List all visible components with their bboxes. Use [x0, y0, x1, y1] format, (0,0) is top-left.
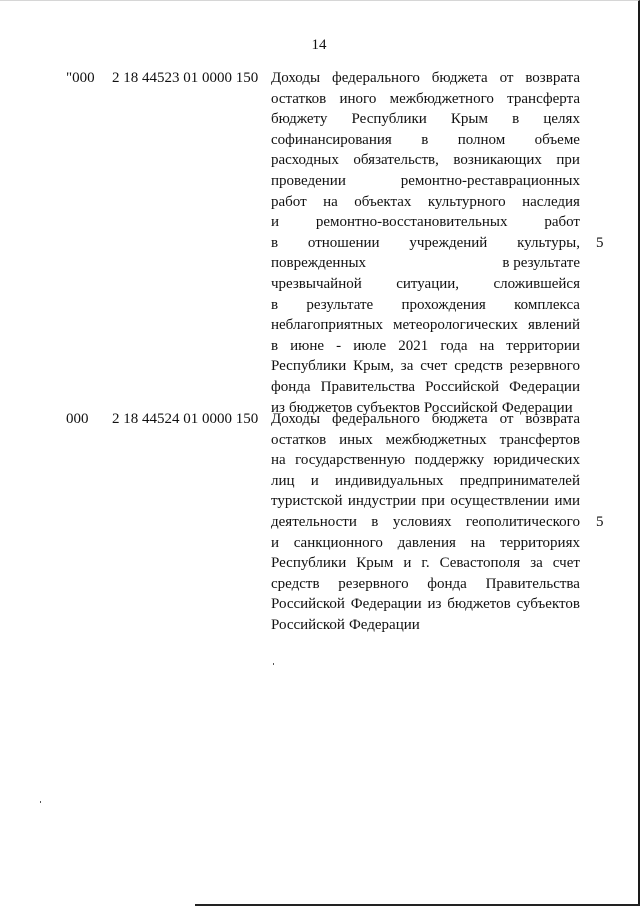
page-number: 14: [311, 37, 327, 53]
description-word: Российской: [271, 616, 345, 633]
description-word: в: [271, 337, 279, 354]
description-word: на: [479, 337, 495, 354]
description-word: результате: [306, 296, 374, 313]
description-word: сложившейся: [493, 275, 580, 292]
description-word: Республики: [271, 555, 347, 572]
budget-classification-code: 2 18 44524 01 0000 150: [112, 411, 259, 427]
description-line: [271, 171, 580, 192]
description-line: [271, 336, 580, 357]
description-word: федерального: [331, 70, 420, 86]
description-word: иного: [339, 90, 377, 107]
description-word: Федерации: [348, 616, 420, 633]
description-line: [271, 553, 580, 574]
admin-code: 000: [66, 411, 89, 427]
description-line: [271, 212, 580, 233]
description-line: [271, 594, 580, 615]
description-word: бюджетов: [447, 596, 511, 613]
description-word: фонда: [271, 378, 311, 395]
description-line: [271, 109, 580, 130]
description-word: индустрии: [347, 493, 417, 510]
description-word: резервного: [338, 575, 409, 592]
description-word: возврата: [525, 70, 580, 86]
description-word: 2021: [398, 337, 429, 354]
description-word: при: [556, 152, 580, 169]
description-line: [271, 377, 580, 398]
description-word: объектах: [354, 193, 412, 210]
distribution-norm-percent: 5: [596, 234, 604, 251]
description-word: Крым,: [353, 358, 394, 375]
description-word: в: [421, 131, 429, 148]
description-word: субъектов: [516, 596, 580, 613]
description-word: культуры,: [517, 234, 580, 251]
description-word: в: [512, 111, 520, 128]
description-word: прохождения: [401, 296, 486, 313]
description-line: [271, 274, 580, 295]
description-word: Севастополя: [439, 555, 521, 572]
description-word: лиц: [271, 472, 295, 489]
description-word: года: [440, 337, 468, 354]
description-word: работ: [544, 214, 580, 231]
description-word: фонда: [427, 575, 467, 592]
description-word: софинансирования: [271, 131, 392, 148]
description-line: [271, 150, 580, 171]
description-word: деятельности: [271, 513, 357, 530]
description-word: Федерации: [501, 399, 573, 416]
description-word: объеме: [534, 131, 580, 148]
description-word: на: [323, 193, 338, 210]
description-word: резервного: [509, 358, 580, 375]
description-line: [271, 409, 580, 430]
description-word: за: [530, 555, 543, 572]
description-word: давления: [397, 534, 456, 551]
description-line: [271, 89, 580, 110]
description-word: в: [371, 513, 379, 530]
description-word: на: [271, 452, 286, 469]
description-word: неблагоприятных: [271, 317, 383, 334]
description-word: возникающих: [453, 152, 542, 169]
description-line: [271, 615, 580, 636]
description-line: [271, 450, 580, 471]
description-word: г.: [421, 555, 430, 572]
description-line: [271, 574, 580, 595]
description-word: бюджета: [431, 70, 488, 86]
description-word: -: [336, 337, 342, 354]
description-word: условиях: [392, 513, 452, 530]
description-line: [271, 533, 580, 554]
description-line: [271, 295, 580, 316]
description-word: федерального: [331, 411, 420, 427]
description-word: полном: [457, 131, 506, 148]
description-word: метеорологических: [393, 317, 518, 334]
scan-speck: [40, 801, 41, 803]
description-word: комплекса: [514, 296, 580, 313]
description-word: территориях: [499, 534, 580, 551]
description-word: бюджета: [431, 411, 488, 427]
description-word: явлений: [527, 317, 580, 334]
description-word: Доходы: [271, 411, 321, 427]
description-word: предпринимателей: [459, 472, 580, 489]
description-word: июле: [353, 337, 387, 354]
income-description: [271, 409, 580, 636]
description-word: Российской: [425, 378, 500, 395]
description-line: [271, 512, 580, 533]
description-word: в: [271, 234, 279, 251]
description-line: [271, 233, 580, 254]
description-word: Федерации: [350, 596, 422, 613]
description-word: ситуации,: [396, 275, 460, 292]
description-word: расходных: [271, 152, 339, 169]
description-word: Республики: [351, 111, 427, 128]
description-word: и: [271, 534, 280, 551]
description-word: трансфертов: [499, 431, 580, 448]
description-word: и: [271, 214, 280, 231]
description-word: геополитического: [465, 513, 580, 530]
description-word: поврежденных: [271, 255, 367, 272]
description-word: межбюджетных: [385, 431, 487, 448]
description-word: бюджету: [271, 111, 328, 128]
description-word: Российской: [423, 399, 498, 416]
description-word: Федерации: [509, 378, 580, 395]
description-word: территории: [506, 337, 580, 354]
budget-classification-code: 2 18 44523 01 0000 150: [112, 70, 259, 86]
description-word: туристской: [271, 493, 343, 510]
description-word: государственную: [295, 452, 406, 469]
description-word: Крым: [356, 555, 394, 572]
description-word: санкционного: [293, 534, 383, 551]
description-word: трансферта: [507, 90, 580, 107]
description-line: [271, 192, 580, 213]
description-word: юридических: [493, 452, 580, 469]
description-line: [271, 471, 580, 492]
description-word: индивидуальных: [335, 472, 444, 489]
description-word: от: [499, 70, 514, 86]
description-word: и: [403, 555, 412, 572]
description-word: в результате: [502, 255, 580, 272]
description-word: за: [400, 358, 414, 375]
description-word: ими: [554, 493, 580, 510]
description-word: остатков: [271, 431, 327, 448]
description-line: [271, 68, 580, 89]
description-word: поддержку: [414, 452, 485, 469]
description-word: отношении: [307, 234, 380, 251]
description-word: июне: [290, 337, 325, 354]
description-line: [271, 491, 580, 512]
description-word: Правительства: [320, 378, 416, 395]
description-word: чрезвычайной: [271, 275, 362, 292]
description-line: [271, 253, 580, 274]
description-line: [271, 430, 580, 451]
description-word: межбюджетного: [389, 90, 494, 107]
description-word: субъектов: [356, 399, 420, 416]
description-word: Доходы: [271, 70, 321, 86]
description-word: из: [271, 399, 285, 416]
description-word: средств: [271, 575, 320, 592]
description-word: на: [470, 534, 486, 551]
description-word: ремонтно-реставрационных: [400, 172, 580, 189]
description-word: осуществлении: [450, 493, 550, 510]
income-description: [271, 68, 580, 418]
description-word: Российской: [271, 596, 345, 613]
description-word: культурного: [427, 193, 506, 210]
description-word: проведении: [271, 172, 346, 189]
description-word: Правительства: [485, 575, 580, 592]
description-line: [271, 130, 580, 151]
description-word: из: [427, 596, 442, 613]
description-word: и: [310, 472, 319, 489]
description-word: Республики: [271, 358, 347, 375]
description-word: обязательств,: [353, 152, 439, 169]
description-word: наследия: [522, 193, 580, 210]
description-word: Крым: [450, 111, 488, 128]
description-word: возврата: [525, 411, 580, 427]
description-word: в: [271, 296, 279, 313]
distribution-norm-percent: 5: [596, 514, 604, 530]
description-word: от: [499, 411, 514, 427]
admin-code: "000: [66, 70, 95, 86]
description-line: [271, 315, 580, 336]
description-line: [271, 356, 580, 377]
description-word: остатков: [271, 90, 327, 107]
description-word: при: [421, 493, 445, 510]
description-word: ремонтно-восстановительных: [315, 214, 508, 231]
description-word: целях: [543, 111, 580, 128]
description-word: счет: [552, 555, 580, 572]
description-word: иных: [339, 431, 373, 448]
scan-speck: [273, 663, 274, 665]
description-word: счет: [420, 358, 448, 375]
description-word: учреждений: [409, 234, 488, 251]
description-word: средств: [454, 358, 503, 375]
description-word: бюджетов: [288, 399, 353, 416]
description-word: работ: [271, 193, 307, 210]
